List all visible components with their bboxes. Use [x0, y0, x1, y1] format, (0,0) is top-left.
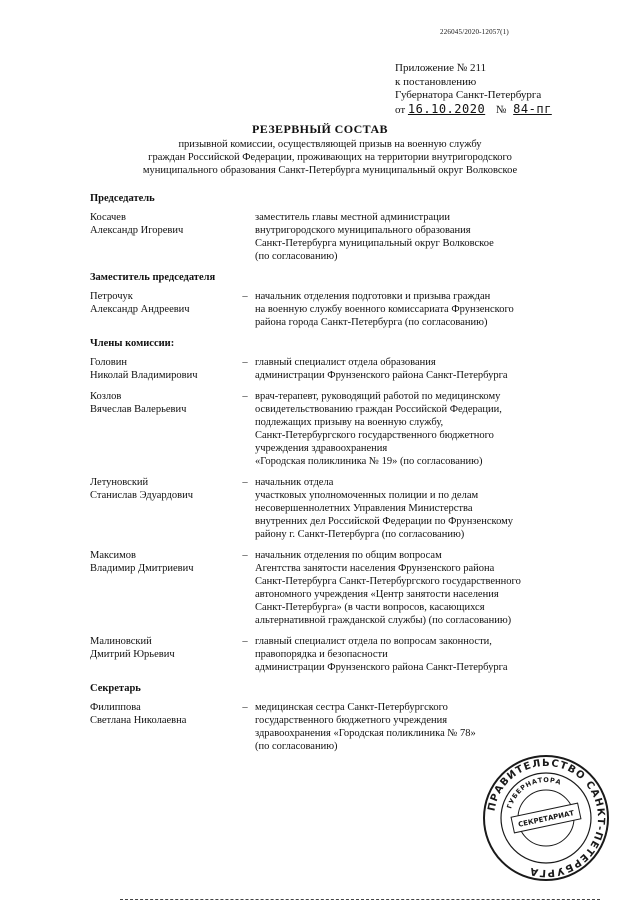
member-entry [90, 390, 590, 468]
subtitle-line: муниципального образования Санкт-Петербурга муниципальный округ Волковское [142, 165, 518, 176]
position-line: администрации Фрунзенского района Санкт-Петербурга [255, 370, 508, 381]
member-dash [235, 211, 255, 263]
member-given-names: Вячеслав Валерьевич [90, 404, 187, 415]
member-surname: Малиновский [90, 636, 152, 647]
member-given-names: Александр Андреевич [90, 304, 190, 315]
subtitle-line: граждан Российской Федерации, проживающих на территории внутригородского [148, 152, 512, 163]
position-line: учреждения здравоохранения [255, 443, 388, 454]
member-dash: – [242, 357, 248, 368]
position-line: Агентства занятости населения Фрунзенского района [255, 563, 495, 574]
member-dash: – [242, 702, 248, 713]
member-entry [90, 549, 590, 627]
member-name [90, 549, 235, 627]
page-subtitle [60, 138, 600, 177]
member-dash: – [242, 477, 248, 488]
member-given-names: Светлана Николаевна [90, 715, 187, 726]
member-entry [90, 476, 590, 541]
member-name [90, 290, 235, 329]
member-position [255, 211, 590, 263]
member-name [90, 635, 235, 674]
appendix-block [395, 62, 552, 117]
section-heading-deputy: Заместитель председателя [90, 272, 216, 283]
member-name [90, 390, 235, 468]
member-position [255, 476, 590, 541]
section-heading-secretary: Секретарь [90, 683, 141, 694]
member-entry [90, 356, 590, 382]
appendix-reference: к постановлению [395, 75, 477, 88]
position-line: внутригородского муниципального образования [255, 225, 471, 236]
member-dash: – [242, 291, 248, 302]
member-surname: Петрочук [90, 291, 133, 302]
member-given-names: Дмитрий Юрьевич [90, 649, 175, 660]
member-name [90, 356, 235, 382]
document-registration-number: 226045/2020-12057(1) [440, 28, 509, 36]
member-position [255, 701, 590, 753]
position-line: начальник отдела [255, 477, 334, 488]
member-name [90, 476, 235, 541]
position-line: Санкт-Петербурга» (в части вопросов, касающихся [255, 602, 485, 613]
date-prefix: от [395, 103, 406, 116]
member-surname: Филиппова [90, 702, 141, 713]
section-heading-members: Члены комиссии: [90, 338, 175, 349]
member-surname: Головин [90, 357, 127, 368]
position-line: государственного бюджетного учреждения [255, 715, 448, 726]
member-dash: – [242, 636, 248, 647]
member-entry [90, 211, 590, 263]
position-line: врач-терапевт, руководящий работой по медицинскому [255, 391, 501, 402]
position-line: «Городская поликлиника № 19» (по согласованию) [255, 456, 483, 467]
member-given-names: Владимир Дмитриевич [90, 563, 194, 574]
position-line: начальник отделения по общим вопросам [255, 550, 442, 561]
position-line: району г. Санкт-Петербурга (по согласованию) [255, 529, 465, 540]
member-position [255, 290, 590, 329]
position-line: правопорядка и безопасности [255, 649, 388, 660]
member-surname: Козлов [90, 391, 122, 402]
member-position [255, 356, 590, 382]
appendix-date-line [395, 103, 552, 118]
position-line: подлежащих призыву на военную службу, [255, 417, 444, 428]
position-line: медицинская сестра Санкт-Петербургского [255, 702, 448, 713]
member-name [90, 211, 235, 263]
member-position [255, 549, 590, 627]
section-heading-chairman: Председатель [90, 193, 155, 204]
member-entry [90, 290, 590, 329]
position-line: здравоохранения «Городская поликлиника № 78» [255, 728, 476, 739]
member-surname: Косачев [90, 212, 126, 223]
position-line: освидетельствованию граждан Российской Федерации, [255, 404, 502, 415]
member-position [255, 635, 590, 674]
number-prefix: № [495, 103, 507, 116]
member-dash: – [242, 550, 248, 561]
appendix-issuer: Губернатора Санкт-Петербурга [395, 89, 542, 101]
commission-roster [90, 192, 590, 761]
page-bottom-divider [120, 899, 600, 901]
position-line: альтернативной гражданской службы) (по согласованию) [255, 615, 512, 626]
position-line: внутренних дел Российской Федерации по Фрунзенскому [255, 516, 514, 527]
subtitle-line: призывной комиссии, осуществляющей призыв на военную службу [178, 139, 482, 150]
position-line: главный специалист отдела по вопросам законности, [255, 636, 492, 647]
position-line: несовершеннолетних Управления Министерства [255, 503, 473, 514]
seal-center-text: СЕКРЕТАРИАТ [517, 809, 575, 829]
position-line: района города Санкт-Петербурга (по согласованию) [255, 317, 488, 328]
position-line: Санкт-Петербурга Санкт-Петербургского государственного [255, 576, 521, 587]
member-given-names: Станислав Эдуардович [90, 490, 193, 501]
member-dash: – [242, 391, 248, 402]
position-line: начальник отделения подготовки и призыва граждан [255, 291, 491, 302]
position-line: администрации Фрунзенского района Санкт-Петербурга [255, 662, 508, 673]
member-name [90, 701, 235, 753]
seal-inner-text: ГУБЕРНАТОРА [505, 775, 563, 810]
position-line: Санкт-Петербургского государственного бюджетного [255, 430, 494, 441]
position-line: участковых уполномоченных полиции и по делам [255, 490, 479, 501]
seal-outer-text: ПРАВИТЕЛЬСТВО САНКТ-ПЕТЕРБУРГА [486, 757, 607, 879]
position-line: главный специалист отдела образования [255, 357, 436, 368]
member-entry [90, 635, 590, 674]
appendix-number: Приложение № 211 [395, 62, 487, 74]
decree-number: 84-пг [513, 101, 552, 116]
member-position [255, 390, 590, 468]
member-surname: Летуновский [90, 477, 149, 488]
member-surname: Максимов [90, 550, 136, 561]
member-given-names: Александр Игоревич [90, 225, 184, 236]
position-line: на военную службу военного комиссариата Фрунзенского [255, 304, 514, 315]
position-line: заместитель главы местной администрации [255, 212, 451, 223]
member-given-names: Николай Владимирович [90, 370, 198, 381]
member-entry [90, 701, 590, 753]
position-line: (по согласованию) [255, 251, 338, 262]
decree-date: 16.10.2020 [407, 101, 486, 116]
position-line: автономного учреждения «Центр занятости населения [255, 589, 499, 600]
position-line: (по согласованию) [255, 741, 338, 752]
position-line: Санкт-Петербурга муниципальный округ Волковское [255, 238, 494, 249]
page-title: РЕЗЕРВНЫЙ СОСТАВ [252, 122, 388, 136]
official-seal-stamp [482, 754, 610, 882]
